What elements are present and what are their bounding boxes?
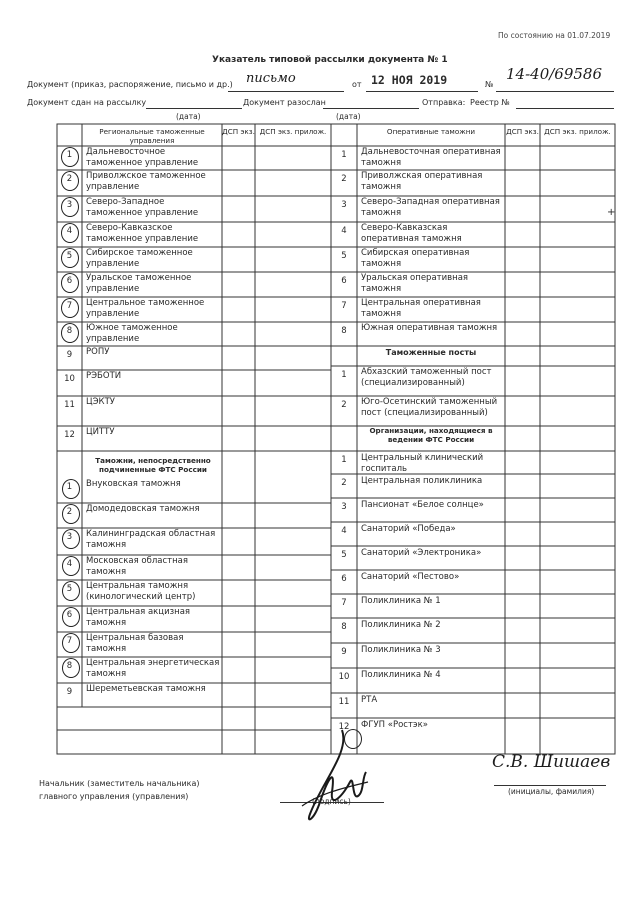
left-row-name: ЦЭКТУ: [86, 397, 115, 407]
right-org-number: 10: [338, 672, 350, 682]
left-row-circle: [61, 197, 79, 217]
left-subordinate-number: 6: [66, 610, 73, 620]
right-post-number: 2: [341, 400, 347, 410]
pen-mark: +: [607, 207, 616, 218]
left-row-number: 2: [66, 174, 73, 184]
right-post-number: 1: [341, 370, 347, 380]
date-caption-mid: (дата): [336, 112, 361, 121]
left-subordinate-name: Домодедовская таможня: [86, 504, 200, 514]
left-subordinate-number: 5: [66, 584, 73, 594]
left-subordinate-circle: [62, 504, 80, 524]
left-subordinate-circle: [62, 658, 80, 678]
left-row-name: Дальневосточное таможенное управление: [86, 147, 199, 168]
left-row-number: 8: [66, 326, 73, 336]
sent-label: Документ сдан на рассылку: [27, 98, 147, 107]
right-row-number: 5: [341, 251, 347, 261]
signature-caption: (подпись): [312, 797, 351, 806]
left-subordinate-name: Московская областная таможня: [86, 556, 188, 577]
right-orgs-header: Организации, находящиеся в ведении ФТС России: [369, 426, 493, 444]
left-subordinate-name: Центральная акцизная таможня: [86, 607, 191, 628]
left-row-number: 1: [66, 150, 73, 160]
right-org-name: Центральный клинический госпиталь: [361, 453, 484, 474]
number-label: №: [485, 80, 494, 89]
right-posts-header: Таможенные посты: [385, 348, 477, 357]
right-org-name: ФГУП «Ростэк»: [361, 720, 428, 730]
left-subordinate-name: Внуковская таможня: [86, 479, 181, 489]
from-label: от: [352, 80, 362, 89]
left-row-number: 3: [66, 200, 73, 210]
left-row-name: Центральное таможенное управление: [86, 298, 205, 319]
right-row-number: 3: [341, 200, 347, 210]
left-subordinate-number: 9: [66, 687, 73, 697]
right-org-name: Поликлиника № 1: [361, 596, 441, 606]
right-org-name: Санаторий «Электроника»: [361, 548, 482, 558]
left-row-name: ЦИТТУ: [86, 427, 115, 437]
left-row-circle: [61, 147, 79, 167]
right-dsp-pril-header: ДСП экз. прилож.: [544, 127, 611, 136]
left-subordinate-circle: [62, 581, 80, 601]
right-post-name: Юго-Осетинский таможенный пост (специализированный): [361, 397, 498, 418]
left-subordinate-circle: [62, 479, 80, 499]
left-dsp-ekz-header: ДСП экз.: [222, 127, 255, 136]
handwritten-name: С.В. Шишаев: [492, 752, 611, 772]
right-org-number: 1: [341, 455, 347, 465]
left-subordinate-name: Центральная базовая таможня: [86, 633, 184, 654]
right-row-name: Северо-Кавказская оперативная таможня: [361, 223, 462, 244]
left-subordinate-circle: [62, 633, 80, 653]
right-org-name: Поликлиника № 4: [361, 670, 441, 680]
right-row-name: Уральская оперативная таможня: [361, 273, 469, 294]
right-dsp-ekz-header: ДСП экз.: [506, 127, 539, 136]
shipment-label: Отправка:: [422, 98, 466, 107]
right-org-number: 2: [341, 478, 347, 488]
signature-mark: [292, 722, 372, 832]
left-row-number: 4: [66, 226, 73, 236]
left-row-number: 10: [64, 374, 75, 384]
right-row-name: Дальневосточная оперативная таможня: [361, 147, 501, 168]
right-row-number: 6: [341, 276, 347, 286]
right-org-name: Пансионат «Белое солнце»: [361, 500, 484, 510]
stamp-date: 12 НОЯ 2019: [371, 73, 448, 87]
left-row-number: 11: [64, 400, 75, 410]
right-column-header: Оперативные таможни: [386, 127, 476, 136]
position-line-1: Начальник (заместитель начальника): [39, 779, 200, 788]
name-underline: [494, 785, 606, 786]
left-subordinate-name: Центральная таможня (кинологический центр): [86, 581, 196, 602]
left-row-number: 7: [66, 301, 73, 311]
left-row-name: Сибирское таможенное управление: [86, 248, 193, 269]
page-title: Указатель типовой рассылки документа № 1: [212, 55, 448, 65]
right-org-name: Санаторий «Пестово»: [361, 572, 460, 582]
right-row-name: Приволжская оперативная таможня: [361, 171, 483, 192]
left-subordinate-circle: [62, 556, 80, 576]
left-row-name: Южное таможенное управление: [86, 323, 178, 344]
left-dsp-pril-header: ДСП экз. прилож.: [259, 127, 327, 136]
position-line-2: главного управления (управления): [39, 792, 189, 801]
doc-type-value: письмо: [246, 71, 296, 86]
right-org-name: Поликлиника № 2: [361, 620, 441, 630]
right-row-number: 7: [341, 301, 347, 311]
right-row-number: 8: [341, 326, 347, 336]
left-row-name: Приволжское таможенное управление: [86, 171, 206, 192]
doc-type-label: Документ (приказ, распоряжение, письмо и др.): [27, 80, 233, 89]
right-org-name: Поликлиника № 3: [361, 645, 441, 655]
status-date: По состоянию на 01.07.2019: [498, 31, 611, 40]
left-row-circle: [61, 323, 79, 343]
right-row-name: Центральная оперативная таможня: [361, 298, 481, 319]
left-row-number: 12: [64, 430, 75, 440]
left-subordinate-name: Калининградская областная таможня: [86, 529, 216, 550]
right-org-number: 12: [338, 722, 350, 732]
left-subordinate-number: 3: [66, 532, 73, 542]
left-column-header: Региональные таможенные управления: [99, 127, 205, 145]
right-row-name: Сибирская оперативная таможня: [361, 248, 470, 269]
right-org-name: РТА: [361, 695, 378, 705]
left-row-circle: [61, 171, 79, 191]
right-row-name: Южная оперативная таможня: [361, 323, 498, 333]
left-row-circle: [61, 248, 79, 268]
right-org-number: 7: [341, 598, 347, 608]
left-subordinate-circle: [62, 607, 80, 627]
right-org-number: 9: [341, 647, 347, 657]
left-subordinate-number: 7: [66, 636, 73, 646]
left-row-name: Уральское таможенное управление: [86, 273, 192, 294]
left-subordinate-name: Шереметьевская таможня: [86, 684, 206, 694]
date-caption-left: (дата): [176, 112, 201, 121]
right-org-number: 11: [338, 697, 350, 707]
right-org-number: 4: [341, 526, 347, 536]
right-org-name: Санаторий «Победа»: [361, 524, 456, 534]
left-row-name: РЭБОТИ: [86, 371, 122, 381]
left-row-circle: [61, 273, 79, 293]
left-subordinate-number: 2: [66, 507, 73, 517]
right-org-number: 8: [341, 622, 347, 632]
right-row-number: 2: [341, 174, 347, 184]
right-org-name: Центральная поликлиника: [361, 476, 483, 486]
right-row-number: 4: [341, 226, 347, 236]
left-row-circle: [61, 298, 79, 318]
right-org-number: 5: [341, 550, 347, 560]
dispatched-label: Документ разослан: [243, 98, 326, 107]
left-subordinate-number: 8: [66, 661, 73, 671]
left-row-number: 5: [66, 251, 73, 261]
right-org-number: 6: [341, 574, 347, 584]
right-row-number: 1: [341, 150, 347, 160]
left-subordinate-number: 4: [66, 559, 73, 569]
left-row-number: 9: [66, 350, 73, 360]
right-post-name: Абхазский таможенный пост (специализированный): [361, 367, 492, 388]
left-row-name: Северо-Кавказское таможенное управление: [86, 223, 199, 244]
name-caption: (инициалы, фамилия): [508, 787, 595, 796]
registry-label: Реестр №: [470, 98, 510, 107]
left-row-circle: [61, 223, 79, 243]
left-subordinate-circle: [62, 529, 80, 549]
right-org-number: 3: [341, 502, 347, 512]
left-subordinate-name: Центральная энергетическая таможня: [86, 658, 220, 679]
left-row-name: Северо-Западное таможенное управление: [86, 197, 199, 218]
left-row-number: 6: [66, 276, 73, 286]
left-row-name: РОПУ: [86, 347, 110, 357]
left-subordinate-number: 1: [66, 482, 73, 492]
number-value: 14-40/69586: [506, 65, 603, 83]
left-subordinate-header: Таможни, непосредственно подчиненные ФТС России: [95, 456, 211, 474]
right-row-name: Северо-Западная оперативная таможня: [361, 197, 500, 218]
